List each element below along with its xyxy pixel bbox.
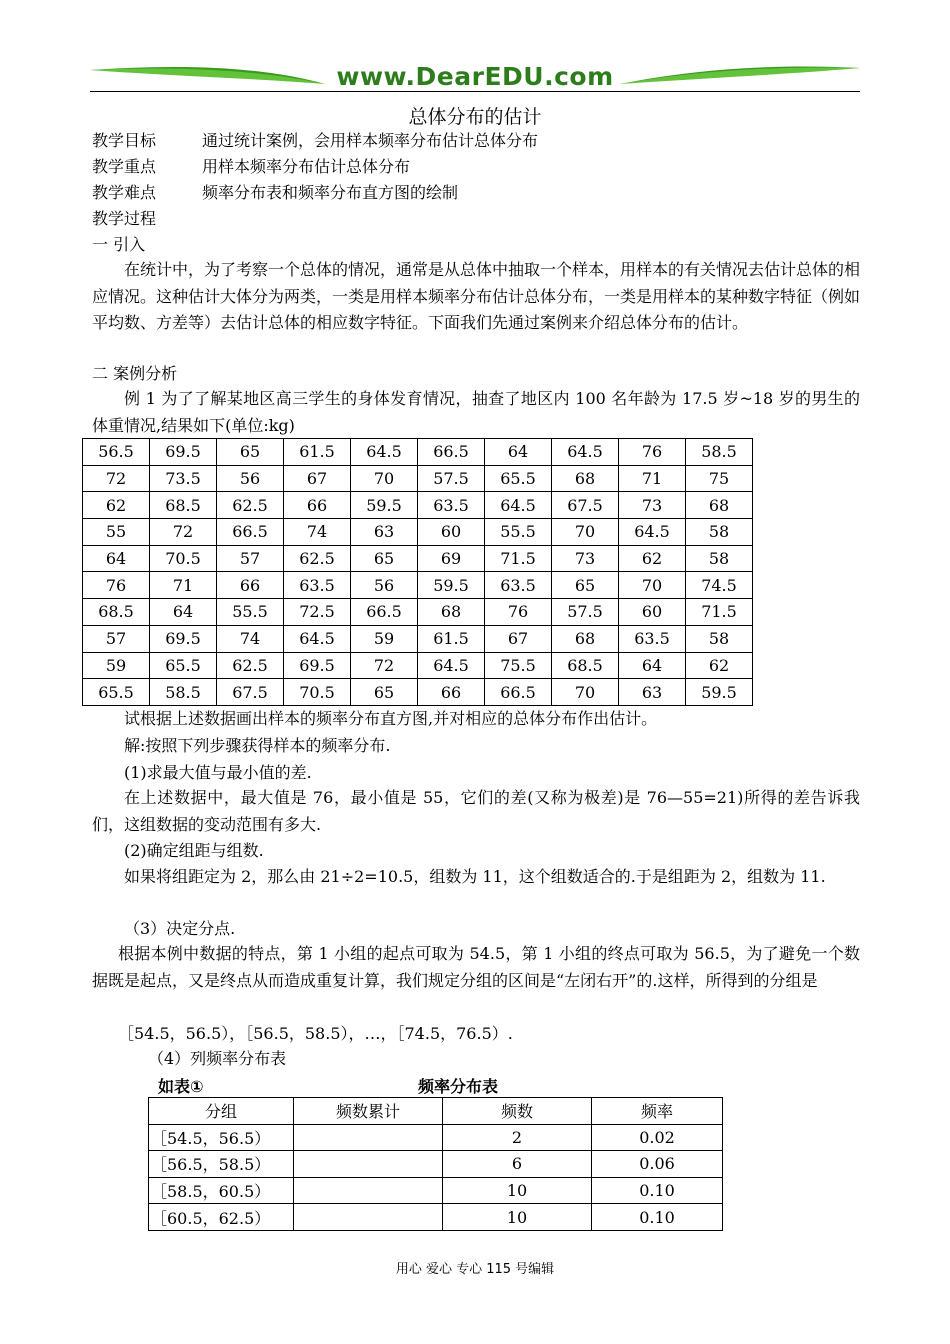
data-cell: 68: [552, 465, 619, 492]
freq-table-title: 频率分布表: [418, 1077, 499, 1096]
data-cell: 65: [552, 572, 619, 599]
data-cell: 67.5: [552, 492, 619, 519]
table-row: [83, 679, 753, 706]
meta-goal: [92, 131, 538, 151]
data-cell: 66.5: [351, 599, 418, 626]
meta-label: 教学目标: [92, 131, 157, 150]
data-cell: 65.5: [485, 465, 552, 492]
data-cell: 70: [552, 679, 619, 706]
data-cell: 67.5: [217, 679, 284, 706]
cell-group: ［60.5，62.5）: [149, 1204, 294, 1231]
cell-count: 10: [443, 1177, 592, 1204]
section-1-paragraph: 在统计中，为了考察一个总体的情况，通常是从总体中抽取一个样本，用样本的有关情况去估计总体的相应情况。这种估计大体分为两类，一类是用样本频率分布估计总体分布，一类是用样本的某种数字特征（例如平均数、方差等）去估计总体的相应数字特征。下面我们先通过案例来介绍总体分布的估计。: [92, 260, 861, 332]
data-cell: 55.5: [217, 599, 284, 626]
data-cell: 64.5: [351, 439, 418, 466]
data-cell: 76: [485, 599, 552, 626]
data-cell: 59: [351, 625, 418, 652]
data-cell: 65: [351, 679, 418, 706]
data-cell: 66: [284, 492, 351, 519]
step-4-heading: （4）列频率分布表: [148, 1049, 287, 1068]
data-cell: 64: [150, 599, 217, 626]
data-cell: 56.5: [83, 439, 150, 466]
data-cell: 68: [552, 625, 619, 652]
header-frequency: 频率: [592, 1098, 723, 1125]
cell-group: ［54.5，56.5）: [149, 1124, 294, 1151]
data-cell: 59: [83, 652, 150, 679]
cell-count: 6: [443, 1151, 592, 1178]
cell-count: 2: [443, 1124, 592, 1151]
data-cell: 74.5: [686, 572, 753, 599]
cell-frequency: 0.10: [592, 1204, 723, 1231]
data-cell: 65: [217, 439, 284, 466]
section-2-heading: 二 案例分析: [92, 364, 178, 383]
cell-tally: [294, 1177, 443, 1204]
data-cell: 72.5: [284, 599, 351, 626]
data-cell: 68.5: [552, 652, 619, 679]
data-cell: 62: [619, 545, 686, 572]
step-1-text: 在上述数据中，最大值是 76，最小值是 55，它们的差(又称为极差)是 76—55=21)所得的差告诉我们，这组数据的变动范围有多大.: [92, 788, 860, 834]
data-cell: 70.5: [284, 679, 351, 706]
cell-group: ［56.5，58.5）: [149, 1151, 294, 1178]
data-cell: 69.5: [284, 652, 351, 679]
cell-frequency: 0.10: [592, 1177, 723, 1204]
data-cell: 60: [619, 599, 686, 626]
data-cell: 69: [418, 545, 485, 572]
data-cell: 70.5: [150, 545, 217, 572]
table-row: [83, 465, 753, 492]
meta-difficulty: [92, 183, 458, 203]
data-cell: 72: [83, 465, 150, 492]
meta-label: 教学难点: [92, 183, 157, 202]
question-text: 试根据上述数据画出样本的频率分布直方图,并对相应的总体分布作出估计。: [124, 709, 658, 728]
page-footer: 用心 爱心 专心 115 号编辑: [395, 1262, 555, 1277]
data-cell: 57.5: [418, 465, 485, 492]
table-row: [149, 1124, 723, 1151]
cell-tally: [294, 1151, 443, 1178]
data-cell: 71: [150, 572, 217, 599]
data-cell: 67: [485, 625, 552, 652]
data-cell: 59.5: [686, 679, 753, 706]
data-cell: 62.5: [284, 545, 351, 572]
data-cell: 71: [619, 465, 686, 492]
data-cell: 73: [552, 545, 619, 572]
step-3-heading: （3）决定分点.: [124, 919, 236, 938]
data-cell: 66.5: [485, 679, 552, 706]
data-cell: 64: [83, 545, 150, 572]
table-row: [83, 572, 753, 599]
frequency-table: [148, 1097, 723, 1231]
header-group: 分组: [149, 1098, 294, 1125]
header-count: 频数: [443, 1098, 592, 1125]
meta-text: 通过统计案例，会用样本频率分布估计总体分布: [202, 131, 539, 150]
data-cell: 73.5: [150, 465, 217, 492]
cell-frequency: 0.06: [592, 1151, 723, 1178]
data-cell: 63: [619, 679, 686, 706]
data-cell: 69.5: [150, 625, 217, 652]
data-cell: 70: [619, 572, 686, 599]
step-3-text: 根据本例中数据的特点，第 1 小组的起点可取为 54.5，第 1 小组的终点可取为 56.5，为了避免一个数据既是起点，又是终点从而造成重复计算，我们规定分组的区间是“左闭右开”的.这样，所得到的分组是: [92, 944, 860, 990]
cell-frequency: 0.02: [592, 1124, 723, 1151]
data-cell: 76: [619, 439, 686, 466]
cell-tally: [294, 1124, 443, 1151]
cell-count: 10: [443, 1204, 592, 1231]
table-row: [83, 652, 753, 679]
data-cell: 62: [686, 652, 753, 679]
table-row: [83, 519, 753, 546]
data-cell: 68.5: [150, 492, 217, 519]
step-1-heading: (1)求最大值与最小值的差.: [124, 763, 312, 782]
section-1-heading: 一 引入: [92, 235, 146, 254]
data-cell: 66.5: [217, 519, 284, 546]
table-header-row: [149, 1098, 723, 1125]
table-row: [149, 1177, 723, 1204]
header-divider: [90, 91, 860, 92]
table-row: [83, 439, 753, 466]
table-row: [83, 545, 753, 572]
meta-label: 教学重点: [92, 157, 157, 176]
solution-text: 解:按照下列步骤获得样本的频率分布.: [124, 736, 391, 755]
data-cell: 64: [485, 439, 552, 466]
data-cell: 66: [217, 572, 284, 599]
data-cell: 74: [284, 519, 351, 546]
data-cell: 58: [686, 625, 753, 652]
data-cell: 71.5: [485, 545, 552, 572]
data-cell: 72: [351, 652, 418, 679]
table-row: [83, 625, 753, 652]
table-row: [149, 1204, 723, 1231]
data-cell: 63.5: [418, 492, 485, 519]
data-cell: 65: [351, 545, 418, 572]
data-cell: 64.5: [552, 439, 619, 466]
data-cell: 61.5: [418, 625, 485, 652]
data-cell: 65.5: [150, 652, 217, 679]
example-intro: 例 1 为了了解某地区高三学生的身体发育情况，抽查了地区内 100 名年龄为 17.5 岁~18 岁的男生的体重情况,结果如下(单位:kg): [92, 389, 860, 435]
data-cell: 64.5: [284, 625, 351, 652]
data-cell: 62.5: [217, 652, 284, 679]
data-cell: 60: [418, 519, 485, 546]
data-cell: 64.5: [619, 519, 686, 546]
intervals-text: ［54.5，56.5），［56.5，58.5），…，［74.5，76.5）.: [118, 1024, 513, 1043]
step-2-heading: (2)确定组距与组数.: [124, 841, 264, 860]
data-cell: 66.5: [418, 439, 485, 466]
data-cell: 57.5: [552, 599, 619, 626]
data-cell: 62: [83, 492, 150, 519]
data-cell: 64: [619, 652, 686, 679]
data-cell: 68: [686, 492, 753, 519]
page-title: 总体分布的估计: [408, 106, 542, 128]
weight-data-table: [82, 438, 753, 706]
data-cell: 69.5: [150, 439, 217, 466]
data-cell: 66: [418, 679, 485, 706]
data-cell: 63.5: [485, 572, 552, 599]
data-cell: 71.5: [686, 599, 753, 626]
table-row: [149, 1151, 723, 1178]
meta-text: 用样本频率分布估计总体分布: [202, 157, 411, 176]
data-cell: 55: [83, 519, 150, 546]
table-row: [83, 492, 753, 519]
data-cell: 65.5: [83, 679, 150, 706]
meta-focus: [92, 157, 410, 177]
data-cell: 75: [686, 465, 753, 492]
cell-group: ［58.5，60.5）: [149, 1177, 294, 1204]
data-cell: 67: [284, 465, 351, 492]
data-cell: 58: [686, 545, 753, 572]
data-cell: 64.5: [418, 652, 485, 679]
site-logo[interactable]: www.DearEDU.com: [336, 62, 614, 91]
data-cell: 57: [217, 545, 284, 572]
data-cell: 55.5: [485, 519, 552, 546]
data-cell: 56: [351, 572, 418, 599]
data-cell: 70: [351, 465, 418, 492]
data-cell: 62.5: [217, 492, 284, 519]
data-cell: 58.5: [686, 439, 753, 466]
data-cell: 68.5: [83, 599, 150, 626]
data-cell: 63: [351, 519, 418, 546]
data-cell: 59.5: [351, 492, 418, 519]
cell-tally: [294, 1204, 443, 1231]
data-cell: 74: [217, 625, 284, 652]
data-cell: 63.5: [284, 572, 351, 599]
data-cell: 61.5: [284, 439, 351, 466]
data-cell: 72: [150, 519, 217, 546]
data-cell: 56: [217, 465, 284, 492]
data-cell: 59.5: [418, 572, 485, 599]
data-cell: 57: [83, 625, 150, 652]
table-ref-label: 如表①: [158, 1077, 204, 1096]
data-cell: 73: [619, 492, 686, 519]
data-cell: 64.5: [485, 492, 552, 519]
header-banner: [90, 60, 860, 96]
data-cell: 58.5: [150, 679, 217, 706]
meta-text: 频率分布表和频率分布直方图的绘制: [202, 183, 459, 202]
data-cell: 75.5: [485, 652, 552, 679]
data-cell: 68: [418, 599, 485, 626]
table-row: [83, 599, 753, 626]
header-tally: 频数累计: [294, 1098, 443, 1125]
data-cell: 70: [552, 519, 619, 546]
data-cell: 63.5: [619, 625, 686, 652]
step-2-text: 如果将组距定为 2，那么由 21÷2=10.5，组数为 11，这个组数适合的.于是组距为 2，组数为 11.: [124, 867, 826, 886]
data-cell: 58: [686, 519, 753, 546]
process-label: 教学过程: [92, 209, 157, 228]
data-cell: 76: [83, 572, 150, 599]
